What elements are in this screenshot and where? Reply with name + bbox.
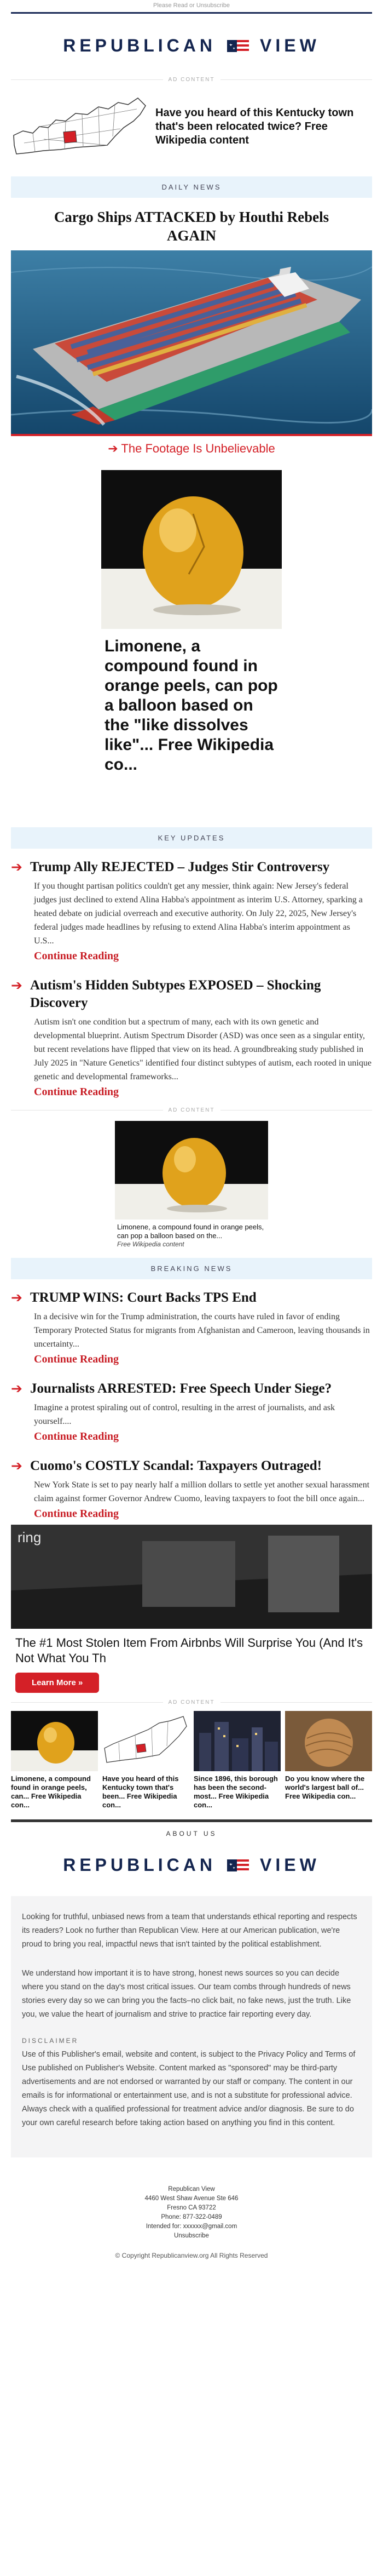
ring-ad-title[interactable]: The #1 Most Stolen Item From Airbnbs Will Surprise You (And It's Not What You Th — [15, 1636, 363, 1665]
flag-icon — [226, 1857, 250, 1874]
promo-limonene[interactable] — [101, 470, 282, 775]
address-name: Republican View — [168, 2186, 215, 2193]
address-block — [11, 2157, 372, 2249]
logo-word-left: REPUBLICAN — [63, 1855, 216, 1875]
promo-limonene-small[interactable] — [115, 1121, 268, 1248]
continue-reading-link[interactable]: Continue Reading — [34, 950, 119, 962]
spacer — [11, 775, 372, 824]
article-title[interactable]: Cuomo's COSTLY Scandal: Taxpayers Outraged! — [30, 1458, 322, 1473]
article-body: In a decisive win for the Trump administration, the courts have ruled in favor of ending Temporary Protected Status for migrants from Afghanistan and Cameroon, leaving thousands in uncertainty... — [34, 1312, 370, 1349]
article — [11, 1447, 372, 1525]
grid-item[interactable] — [194, 1711, 281, 1810]
address-intended: Intended for: xxxxxx@gmail.com — [146, 2223, 237, 2230]
address-phone: Phone: 877-322-0489 — [161, 2214, 222, 2220]
grid-item[interactable] — [11, 1711, 98, 1810]
article-body: Imagine a protest spiraling out of control, resulting in the arrest of journalists, and ask yourself.... — [34, 1403, 335, 1426]
grid-item-text[interactable]: Do you know where the world's largest ball of... Free Wikipedia con... — [285, 1774, 365, 1800]
ad-label: AD CONTENT — [11, 77, 372, 83]
ad-label: AD CONTENT — [11, 1107, 372, 1113]
grid-item-text[interactable]: Limonene, a compound found in orange peels, can... Free Wikipedia con... — [11, 1774, 91, 1809]
sponsored-grid — [11, 1705, 372, 1816]
arrow-right-icon: ➔ — [11, 1458, 22, 1474]
continue-reading-link[interactable]: Continue Reading — [34, 1508, 119, 1520]
address-street: 4460 West Shaw Avenue Ste 646 — [144, 2195, 239, 2202]
ring-brand-text: ring — [18, 1529, 42, 1545]
kentucky-map-image[interactable] — [11, 93, 148, 161]
article-title[interactable]: TRUMP WINS: Court Backs TPS End — [30, 1290, 257, 1305]
grid-item[interactable] — [102, 1711, 189, 1810]
address-city: Fresno CA 93722 — [167, 2205, 216, 2211]
article-title[interactable]: Trump Ally REJECTED – Judges Stir Controversy — [30, 860, 330, 874]
grid-item-text[interactable]: Have you heard of this Kentucky town that's been... Free Wikipedia con... — [102, 1774, 179, 1809]
hero-title[interactable]: Cargo Ships ATTACKED by Houthi Rebels AGAIN — [54, 209, 329, 244]
about-box — [11, 1896, 372, 2157]
continue-reading-link[interactable]: Continue Reading — [34, 1086, 119, 1098]
kentucky-map-thumb[interactable] — [102, 1711, 189, 1771]
about-paragraph: We understand how important it is to have strong, honest news sources so you can decide where you stand on the day's most critical issues. Our team combs through hundreds of news stories every day so we can bring you the facts–no click bait, no fake news, just the truth. Like you, we value the heart of journalism and strive to practice fair reporting every day. — [22, 1969, 351, 2019]
learn-more-button[interactable]: Learn More » — [15, 1673, 99, 1693]
logo-word-left: REPUBLICAN — [63, 36, 216, 55]
cargo-ship-image[interactable] — [11, 250, 372, 434]
twine-ball-thumb[interactable] — [285, 1711, 372, 1771]
continue-reading-link[interactable]: Continue Reading — [34, 1353, 119, 1365]
ring-camera-image[interactable] — [11, 1525, 372, 1629]
article-body: New York State is set to pay nearly half a million dollars to settle yet another sexual harassment claim against former Governor Andrew Cuomo, leaving taxpayers to foot the bill once again... — [34, 1480, 370, 1503]
continue-reading-link[interactable]: Continue Reading — [34, 1430, 119, 1442]
about-paragraph: Looking for truthful, unbiased news from a team that understands ethical reporting and respects its readers? Look no further than Republican View. Here at our American publication, we're proud to bring you real, impactful news that isn't tainted by the political establishment. — [22, 1913, 357, 1949]
city-night-thumb[interactable] — [194, 1711, 281, 1771]
arrow-right-icon: ➔ — [11, 859, 22, 875]
article — [11, 1279, 372, 1370]
footer-logo[interactable] — [11, 1845, 372, 1896]
grid-item[interactable] — [285, 1711, 372, 1810]
article — [11, 1370, 372, 1447]
arrow-right-icon: ➔ — [11, 977, 22, 993]
grid-item-text[interactable]: Since 1896, this borough has been the second-most... Free Wikipedia con... — [194, 1774, 278, 1809]
promo-kentucky[interactable] — [11, 83, 372, 173]
arrow-right-icon: ➔ — [11, 1290, 22, 1306]
balloon-image-small[interactable] — [115, 1121, 268, 1220]
ad-label: AD CONTENT — [11, 1699, 372, 1705]
disclaimer-text: Use of this Publisher's email, website and content, is subject to the Privacy Policy and Terms of Use published on Publisher's Website. Content marked as "sponsored" may be third-party advertisements and are not endorsed or warranted by our staff or company. The content in our emails is for informational or entertainment use, and is not a substitute for professional advice. Always check with a qualified professional for treatment advice and/or diagnosis. Be sure to do your own careful research before taking action based on anything you find in this content. — [22, 2050, 356, 2127]
article-body: If you thought partisan politics couldn't get any messier, think again: New Jersey's federal judges just declined to extend Alina Habba's appointment as interim U.S. Attorney, sparking a heated debate on judicial overreach and executive authority. On July 22, 2025, New Jersey's federal judges made headlines by refusing to extend Alina Habba's interim appointment as U.S... — [34, 881, 363, 946]
hero-footage-link[interactable]: ➔ The Footage Is Unbelievable — [108, 442, 275, 455]
promo-limonene-text[interactable]: Limonene, a compound found in orange peels, can pop a balloon based on the "like dissolves like"... Free Wikipedia co... — [105, 637, 278, 774]
article — [11, 849, 372, 967]
preheader[interactable]: Please Read or Unsubscribe — [153, 2, 230, 9]
arrow-right-icon: ➔ — [11, 1381, 22, 1396]
logo-word-right: VIEW — [260, 1855, 320, 1875]
section-breaking-news: BREAKING NEWS — [11, 1258, 372, 1279]
header-logo[interactable] — [11, 14, 372, 77]
article-body: Autism isn't one condition but a spectrum of many, each with its own genetic and developmental blueprint. Autism Spectrum Disorder (ASD) was once seen as a singular entity, but recent revelations have flipped that view on its head. A groundbreaking study published in July 2025 in "Nature Genetics" identified four distinct subtypes of autism, each rooted in unique genetic and developmental frameworks... — [34, 1017, 372, 1081]
article — [11, 967, 372, 1103]
article-title[interactable]: Autism's Hidden Subtypes EXPOSED – Shocking Discovery — [30, 978, 321, 1010]
disclaimer-heading: DISCLAIMER — [22, 2037, 79, 2045]
section-about-us: ABOUT US — [166, 1830, 217, 1837]
unsubscribe-link[interactable]: Unsubscribe — [174, 2232, 209, 2239]
promo-kentucky-text[interactable]: Have you heard of this Kentucky town that's been relocated twice? Free Wikipedia content — [155, 107, 354, 146]
balloon-thumb[interactable] — [11, 1711, 98, 1771]
section-daily-news: DAILY NEWS — [11, 176, 372, 198]
promo-limonene-small-source: Free Wikipedia content — [117, 1240, 184, 1248]
balloon-image[interactable] — [101, 470, 282, 629]
email-container — [11, 0, 372, 2271]
flag-icon — [226, 38, 250, 54]
logo-word-right: VIEW — [260, 36, 320, 55]
section-key-updates: KEY UPDATES — [11, 827, 372, 849]
copyright: © Copyright Republicanview.org All Rights Reserved — [115, 2252, 268, 2259]
article-title[interactable]: Journalists ARRESTED: Free Speech Under Siege? — [30, 1381, 332, 1396]
promo-limonene-small-caption[interactable]: Limonene, a compound found in orange peels, can pop a balloon based on the... — [117, 1223, 264, 1240]
